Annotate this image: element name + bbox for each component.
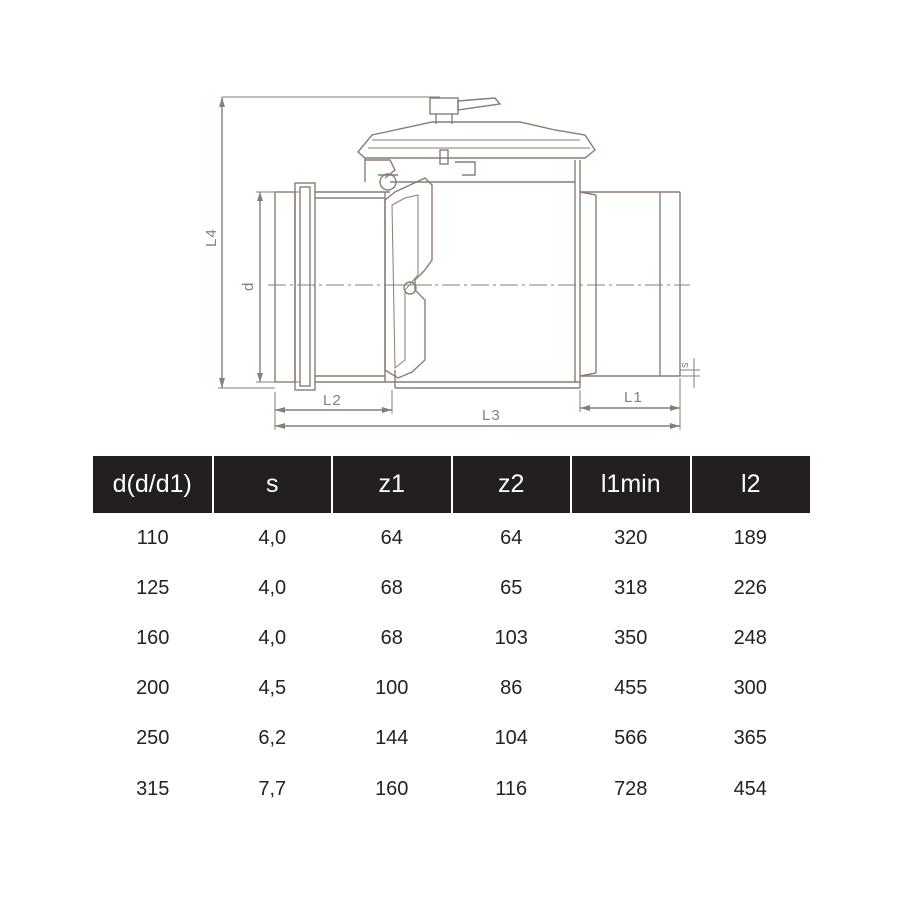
table-row <box>93 764 810 814</box>
table-cell: 160 <box>375 777 409 800</box>
dimensions-table <box>93 456 810 814</box>
table-cell: 64 <box>380 526 403 549</box>
dimension-l2 <box>275 390 392 430</box>
table-cell: 315 <box>136 777 170 800</box>
header-row <box>93 456 810 513</box>
l3-label: L3 <box>482 407 501 424</box>
table-cell: 455 <box>614 677 648 700</box>
table-cell: 116 <box>495 777 528 800</box>
dimension-d <box>240 192 300 382</box>
table-cell: 365 <box>733 727 767 750</box>
header-z1: z1 <box>332 456 452 513</box>
table-cell: 226 <box>733 576 767 599</box>
table-cell: 248 <box>733 626 767 649</box>
table-cell: 250 <box>136 727 170 750</box>
table-row <box>93 613 810 663</box>
table-cell: 566 <box>614 727 648 750</box>
table-cell: 189 <box>733 526 767 549</box>
header-z2: z2 <box>452 456 572 513</box>
dimension-s <box>679 358 700 388</box>
table-cell: 160 <box>136 626 170 649</box>
dimension-l1 <box>580 378 680 430</box>
table-row <box>93 664 810 714</box>
table-body <box>93 513 810 814</box>
header-s: s <box>213 456 333 513</box>
header-l2: l2 <box>691 456 811 513</box>
table-cell: 125 <box>136 576 170 599</box>
table-cell: 110 <box>136 526 169 549</box>
flap-disc <box>378 174 432 378</box>
l4-label: L4 <box>203 228 220 247</box>
s-label: s <box>679 361 691 368</box>
table-cell: 68 <box>380 626 403 649</box>
table-cell: 144 <box>375 727 409 750</box>
table-cell: 4,0 <box>258 626 287 649</box>
table-header <box>93 456 810 513</box>
table-cell: 100 <box>375 677 409 700</box>
handle <box>430 98 500 124</box>
dimension-l4 <box>203 97 440 388</box>
table-cell: 300 <box>733 677 767 700</box>
table-cell: 320 <box>614 526 648 549</box>
header-l1min: l1min <box>571 456 691 513</box>
dimensions-table-wrapper <box>93 456 810 814</box>
table-cell: 68 <box>380 576 403 599</box>
table-cell: 4,0 <box>258 576 287 599</box>
table-cell: 64 <box>500 526 523 549</box>
table-cell: 65 <box>500 576 523 599</box>
table-cell: 200 <box>136 677 170 700</box>
table-cell: 4,5 <box>258 677 287 700</box>
l2-label: L2 <box>323 392 342 409</box>
table-cell: 4,0 <box>258 526 287 549</box>
table-cell: 318 <box>614 576 648 599</box>
l1-label: L1 <box>624 389 643 406</box>
table-cell: 7,7 <box>258 777 287 800</box>
table-cell: 728 <box>614 777 648 800</box>
header-d: d(d/d1) <box>93 456 213 513</box>
table-cell: 454 <box>733 777 767 800</box>
table-cell: 6,2 <box>258 727 287 750</box>
table-cell: 86 <box>500 677 523 700</box>
outlet-spigot <box>580 192 680 376</box>
table-cell: 103 <box>494 626 528 649</box>
inlet-socket <box>275 183 392 390</box>
table-cell: 104 <box>494 727 528 750</box>
table-row <box>93 563 810 613</box>
d-label: d <box>240 281 257 291</box>
table-cell: 350 <box>614 626 648 649</box>
inspection-cover <box>358 122 595 182</box>
table-row <box>93 513 810 563</box>
table-row <box>93 714 810 764</box>
